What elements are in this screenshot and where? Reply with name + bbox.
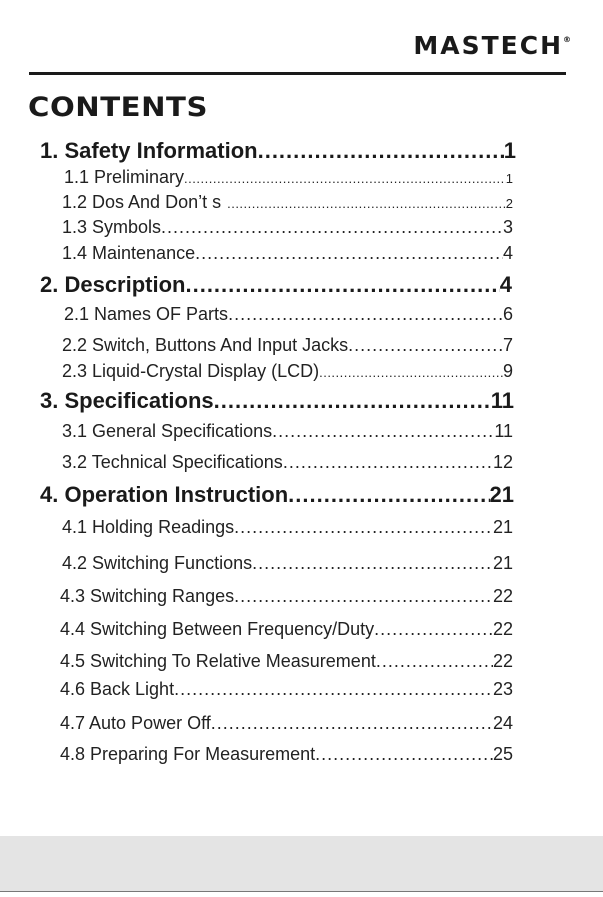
toc-leader-dots (228, 304, 503, 325)
toc-page-number: 21 (489, 482, 514, 507)
toc-page-number: 9 (502, 361, 513, 381)
toc-entry-2[interactable] (40, 272, 512, 298)
toc-page-number: 4 (502, 243, 513, 263)
toc-page-number: 1 (503, 138, 516, 163)
toc-entry-4-8[interactable] (60, 744, 513, 765)
toc-entry-label: 4.6 Back Light (60, 679, 175, 699)
toc-page-number: 21 (492, 517, 513, 537)
toc-entry-label: 2.3 Liquid-Crystal Display (LCD) (62, 361, 320, 381)
toc-entry-1-1[interactable] (64, 167, 513, 188)
toc-page-number: 1 (505, 171, 513, 186)
toc-entry-4-4[interactable] (60, 619, 513, 640)
toc-page-number: 11 (490, 388, 514, 413)
toc-leader-dots (234, 586, 493, 607)
toc-page-number: 23 (492, 679, 513, 699)
toc-entry-4-1[interactable] (62, 517, 513, 538)
toc-entry-label: 4.2 Switching Functions (62, 553, 253, 573)
toc-entry-3[interactable] (40, 388, 514, 414)
toc-page-number: 11 (494, 421, 513, 441)
toc-entry-1-2[interactable] (62, 192, 513, 213)
toc-entry-1-4[interactable] (62, 243, 513, 264)
toc-leader-dots (258, 138, 504, 164)
toc-leader-dots (214, 388, 491, 414)
toc-page-number: 3 (502, 217, 513, 237)
toc-leader-dots (252, 553, 493, 574)
toc-leader-dots (174, 679, 493, 700)
toc-entry-label: 2.2 Switch, Buttons And Input Jacks (62, 335, 349, 355)
toc-leader-dots (234, 517, 493, 538)
toc-page-number: 22 (492, 619, 513, 639)
toc-leader-dots (272, 421, 494, 442)
toc-entry-4-3[interactable] (60, 586, 513, 607)
toc-entry-label: 3.2 Technical Specifications (62, 452, 283, 472)
toc-leader-dots (184, 171, 506, 186)
footer-rule (0, 891, 603, 892)
toc-page-number: 6 (502, 304, 513, 324)
toc-leader-dots (348, 335, 503, 356)
toc-leader-dots (227, 196, 506, 211)
toc-entry-2-2[interactable] (62, 335, 513, 356)
toc-entry-label: 1. Safety Information (40, 138, 258, 163)
footer-band (0, 836, 603, 891)
toc-entry-4[interactable] (40, 482, 514, 508)
toc-page-number: 12 (492, 452, 513, 472)
toc-page-number: 2 (505, 196, 513, 211)
toc-entry-label: 4. Operation Instruction (40, 482, 289, 507)
toc-entry-label: 4.5 Switching To Relative Measurement (60, 651, 376, 671)
toc-leader-dots (374, 619, 493, 640)
toc-leader-dots (376, 651, 493, 672)
toc-entry-label: 4.1 Holding Readings (62, 517, 235, 537)
toc-entry-label: 3.1 General Specifications (62, 421, 273, 441)
toc-entry-label: 4.4 Switching Between Frequency/Duty (60, 619, 375, 639)
toc-entry-4-2[interactable] (62, 553, 513, 574)
toc-entry-1[interactable] (40, 138, 516, 164)
toc-page-number: 24 (492, 713, 513, 733)
toc-page-number: 25 (492, 744, 513, 764)
toc-entry-label: 2.1 Names OF Parts (64, 304, 229, 324)
toc-leader-dots (283, 452, 493, 473)
registered-mark: ® (563, 35, 571, 44)
toc-entry-label: 4.7 Auto Power Off (60, 713, 211, 733)
page-title: CONTENTS (28, 92, 209, 123)
brand-name: MASTECH (413, 31, 563, 60)
toc-entry-label: 1.2 Dos And Don’t s (62, 192, 222, 212)
toc-entry-label: 1.4 Maintenance (62, 243, 196, 263)
toc-entry-label: 3. Specifications (40, 388, 214, 413)
toc-page-number: 22 (492, 651, 513, 671)
toc-leader-dots (319, 365, 503, 380)
toc-entry-2-3[interactable] (62, 361, 513, 382)
toc-leader-dots (195, 243, 503, 264)
toc-entry-3-1[interactable] (62, 421, 513, 442)
toc-entry-label: 4.3 Switching Ranges (60, 586, 235, 606)
toc-entry-4-5[interactable] (60, 651, 513, 672)
toc-page-number: 22 (492, 586, 513, 606)
toc-entry-4-6[interactable] (60, 679, 513, 700)
toc-entry-label: 1.3 Symbols (62, 217, 162, 237)
toc-entry-4-7[interactable] (60, 713, 513, 734)
toc-entry-3-2[interactable] (62, 452, 513, 473)
toc-entry-1-3[interactable] (62, 217, 513, 238)
toc-entry-label: 4.8 Preparing For Measurement (60, 744, 316, 764)
toc-leader-dots (288, 482, 489, 508)
toc-entry-label: 2. Description (40, 272, 186, 297)
toc-entry-2-1[interactable] (64, 304, 513, 325)
toc-page-number: 7 (502, 335, 513, 355)
toc-page-number: 21 (492, 553, 513, 573)
toc-entry-label: 1.1 Preliminary (64, 167, 185, 187)
toc-leader-dots (185, 272, 499, 298)
toc-leader-dots (315, 744, 493, 765)
toc-page-number: 4 (499, 272, 512, 297)
toc-leader-dots (211, 713, 493, 734)
toc-leader-dots (161, 217, 503, 238)
